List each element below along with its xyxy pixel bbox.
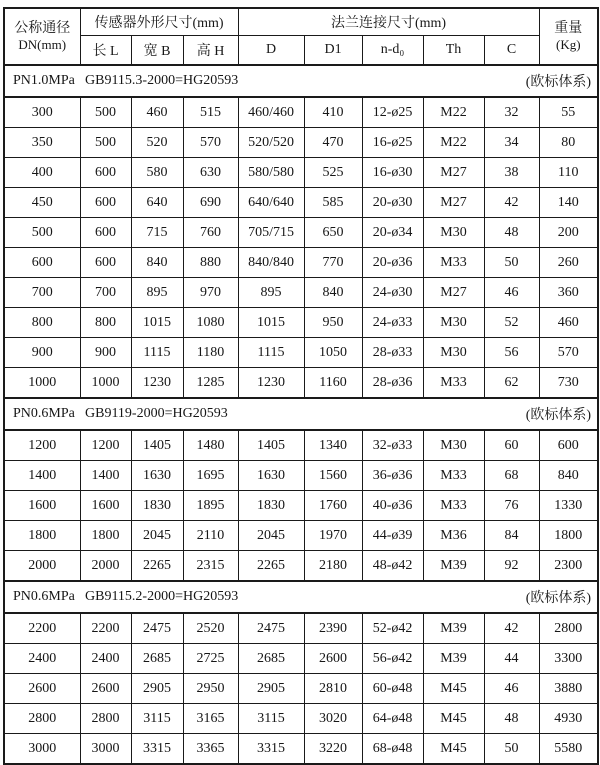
table-cell: 600	[80, 218, 131, 248]
table-cell: 140	[539, 188, 598, 218]
table-cell: 44	[484, 644, 539, 674]
table-cell: 2475	[131, 613, 183, 644]
table-cell: 600	[80, 158, 131, 188]
table-cell: 700	[4, 278, 80, 308]
table-cell: 1695	[183, 461, 238, 491]
table-cell: 1830	[131, 491, 183, 521]
table-cell: 1630	[238, 461, 304, 491]
table-cell: 470	[304, 128, 362, 158]
table-cell: 1180	[183, 338, 238, 368]
table-cell: 1560	[304, 461, 362, 491]
table-row	[4, 128, 598, 158]
table-cell: 36-ø36	[362, 461, 423, 491]
table-cell: 690	[183, 188, 238, 218]
table-cell: 1050	[304, 338, 362, 368]
table-cell: 56	[484, 338, 539, 368]
table-cell: 110	[539, 158, 598, 188]
table-cell: 4930	[539, 704, 598, 734]
table-cell: 1285	[183, 368, 238, 399]
table-cell: 640	[131, 188, 183, 218]
table-cell: 400	[4, 158, 80, 188]
table-cell: 84	[484, 521, 539, 551]
table-cell: 450	[4, 188, 80, 218]
flange-standard-label: GB9115.2-2000=HG20593	[85, 589, 239, 604]
header-row-subcolumns	[4, 36, 598, 66]
col-header-length: 长 L	[80, 36, 131, 66]
col-header-height: 高 H	[183, 36, 238, 66]
table-cell: 68	[484, 461, 539, 491]
table-cell: 705/715	[238, 218, 304, 248]
table-cell: 895	[238, 278, 304, 308]
table-cell: 2685	[238, 644, 304, 674]
table-cell: 52-ø42	[362, 613, 423, 644]
table-cell: 840	[131, 248, 183, 278]
table-cell: 700	[80, 278, 131, 308]
table-cell: 1800	[539, 521, 598, 551]
col-header-weight	[539, 8, 598, 65]
table-row	[4, 218, 598, 248]
table-cell: 3300	[539, 644, 598, 674]
table-cell: 2800	[80, 704, 131, 734]
table-cell: 56-ø42	[362, 644, 423, 674]
table-cell: 76	[484, 491, 539, 521]
table-cell: M39	[423, 613, 484, 644]
table-cell: 2110	[183, 521, 238, 551]
table-cell: 715	[131, 218, 183, 248]
table-cell: 570	[183, 128, 238, 158]
section-row	[4, 65, 598, 97]
table-cell: 12-ø25	[362, 97, 423, 128]
table-cell: 840/840	[238, 248, 304, 278]
table-cell: 3315	[238, 734, 304, 765]
table-cell: 3000	[80, 734, 131, 765]
table-cell: 2180	[304, 551, 362, 582]
table-cell: 1970	[304, 521, 362, 551]
table-row	[4, 613, 598, 644]
col-header-dn	[4, 8, 80, 65]
table-cell: M33	[423, 461, 484, 491]
table-cell: 1405	[131, 430, 183, 461]
table-row	[4, 338, 598, 368]
table-cell: 2265	[131, 551, 183, 582]
table-cell: 1160	[304, 368, 362, 399]
header-row-groups	[4, 8, 598, 36]
table-cell: 500	[80, 128, 131, 158]
section-row	[4, 398, 598, 430]
table-cell: 16-ø25	[362, 128, 423, 158]
table-cell: 2200	[80, 613, 131, 644]
table-cell: 760	[183, 218, 238, 248]
table-cell: 1480	[183, 430, 238, 461]
table-cell: 1630	[131, 461, 183, 491]
col-header-weight-unit: (Kg)	[556, 37, 581, 53]
table-cell: 1200	[80, 430, 131, 461]
table-cell: 600	[4, 248, 80, 278]
table-cell: 1830	[238, 491, 304, 521]
table-cell: 20-ø30	[362, 188, 423, 218]
table-cell: 3115	[238, 704, 304, 734]
table-cell: 580/580	[238, 158, 304, 188]
col-group-sensor-dimensions: 传感器外形尺寸(mm)	[80, 8, 238, 36]
table-cell: 2400	[80, 644, 131, 674]
table-cell: 1330	[539, 491, 598, 521]
table-cell: 1200	[4, 430, 80, 461]
table-cell: 950	[304, 308, 362, 338]
table-cell: 350	[4, 128, 80, 158]
table-row	[4, 97, 598, 128]
table-cell: M30	[423, 430, 484, 461]
region-note: (欧标体系)	[525, 408, 592, 423]
table-cell: 1115	[238, 338, 304, 368]
table-cell: 1400	[4, 461, 80, 491]
table-cell: M22	[423, 97, 484, 128]
table-cell: 3365	[183, 734, 238, 765]
table-cell: 900	[4, 338, 80, 368]
table-cell: M27	[423, 158, 484, 188]
table-cell: 200	[539, 218, 598, 248]
table-cell: 2600	[4, 674, 80, 704]
table-row	[4, 704, 598, 734]
table-cell: 3165	[183, 704, 238, 734]
table-cell: 900	[80, 338, 131, 368]
table-cell: 1230	[131, 368, 183, 399]
table-cell: 580	[131, 158, 183, 188]
table-cell: 600	[80, 188, 131, 218]
table-cell: 2905	[238, 674, 304, 704]
table-cell: 600	[80, 248, 131, 278]
table-cell: 1600	[80, 491, 131, 521]
table-cell: 3220	[304, 734, 362, 765]
table-cell: 46	[484, 674, 539, 704]
table-cell: 1895	[183, 491, 238, 521]
table-cell: 2390	[304, 613, 362, 644]
table-row	[4, 551, 598, 582]
table-cell: 32	[484, 97, 539, 128]
table-row	[4, 491, 598, 521]
table-cell: M39	[423, 644, 484, 674]
pressure-rating-label: PN1.0MPa	[13, 73, 75, 88]
table-cell: M45	[423, 734, 484, 765]
table-cell: M27	[423, 188, 484, 218]
table-cell: 3000	[4, 734, 80, 765]
table-cell: 20-ø36	[362, 248, 423, 278]
flange-standard-label: GB9115.3-2000=HG20593	[85, 73, 239, 88]
section-cell	[4, 581, 598, 613]
table-cell: 1800	[80, 521, 131, 551]
table-cell: 16-ø30	[362, 158, 423, 188]
table-cell: 730	[539, 368, 598, 399]
table-cell: 2600	[80, 674, 131, 704]
table-cell: 970	[183, 278, 238, 308]
table-cell: 2000	[80, 551, 131, 582]
table-cell: 630	[183, 158, 238, 188]
table-cell: 2905	[131, 674, 183, 704]
table-row	[4, 674, 598, 704]
table-cell: 500	[4, 218, 80, 248]
table-cell: 5580	[539, 734, 598, 765]
table-cell: 28-ø36	[362, 368, 423, 399]
table-cell: 80	[539, 128, 598, 158]
table-cell: 880	[183, 248, 238, 278]
table-cell: 3020	[304, 704, 362, 734]
table-cell: 44-ø39	[362, 521, 423, 551]
table-cell: 1340	[304, 430, 362, 461]
table-row	[4, 521, 598, 551]
table-cell: 585	[304, 188, 362, 218]
table-cell: 1230	[238, 368, 304, 399]
table-cell: 500	[80, 97, 131, 128]
table-cell: 42	[484, 188, 539, 218]
table-cell: M45	[423, 674, 484, 704]
table-cell: 92	[484, 551, 539, 582]
table-cell: 300	[4, 97, 80, 128]
section-row	[4, 581, 598, 613]
table-cell: 525	[304, 158, 362, 188]
table-cell: 42	[484, 613, 539, 644]
table-cell: 460	[131, 97, 183, 128]
table-cell: 520/520	[238, 128, 304, 158]
table-cell: 2300	[539, 551, 598, 582]
col-header-th: Th	[423, 36, 484, 66]
table-cell: 48-ø42	[362, 551, 423, 582]
table-row	[4, 430, 598, 461]
table-cell: 1080	[183, 308, 238, 338]
table-cell: 68-ø48	[362, 734, 423, 765]
table-cell: 40-ø36	[362, 491, 423, 521]
pressure-rating-label: PN0.6MPa	[13, 589, 75, 604]
table-cell: 2475	[238, 613, 304, 644]
table-row	[4, 158, 598, 188]
table-cell: 460/460	[238, 97, 304, 128]
table-cell: 1800	[4, 521, 80, 551]
table-cell: 50	[484, 734, 539, 765]
table-cell: 2000	[4, 551, 80, 582]
table-cell: 2265	[238, 551, 304, 582]
section-cell	[4, 65, 598, 97]
table-cell: 34	[484, 128, 539, 158]
table-cell: 895	[131, 278, 183, 308]
table-cell: M30	[423, 308, 484, 338]
table-cell: M39	[423, 551, 484, 582]
pressure-rating-label: PN0.6MPa	[13, 406, 75, 421]
table-cell: 2315	[183, 551, 238, 582]
table-cell: 28-ø33	[362, 338, 423, 368]
table-cell: 800	[80, 308, 131, 338]
spec-table	[3, 7, 599, 765]
table-cell: 840	[539, 461, 598, 491]
region-note: (欧标体系)	[525, 75, 592, 90]
table-cell: 1600	[4, 491, 80, 521]
table-row	[4, 188, 598, 218]
table-cell: 2045	[131, 521, 183, 551]
table-cell: 520	[131, 128, 183, 158]
table-cell: 650	[304, 218, 362, 248]
flange-standard-label: GB9119-2000=HG20593	[85, 406, 228, 421]
table-cell: 3115	[131, 704, 183, 734]
table-cell: 3315	[131, 734, 183, 765]
table-cell: 2800	[539, 613, 598, 644]
table-cell: 1015	[238, 308, 304, 338]
table-cell: 1400	[80, 461, 131, 491]
table-cell: 2520	[183, 613, 238, 644]
table-cell: M45	[423, 704, 484, 734]
table-cell: M33	[423, 491, 484, 521]
table-cell: 2200	[4, 613, 80, 644]
col-header-dn-title: 公称通径	[14, 20, 71, 36]
table-row	[4, 248, 598, 278]
table-cell: 800	[4, 308, 80, 338]
table-cell: M30	[423, 218, 484, 248]
table-cell: 2800	[4, 704, 80, 734]
table-cell: 360	[539, 278, 598, 308]
table-row	[4, 734, 598, 765]
col-header-weight-title: 重量	[554, 20, 583, 36]
table-cell: 38	[484, 158, 539, 188]
col-header-c: C	[484, 36, 539, 66]
table-cell: 515	[183, 97, 238, 128]
table-row	[4, 644, 598, 674]
table-cell: 48	[484, 218, 539, 248]
table-cell: 55	[539, 97, 598, 128]
table-cell: 3880	[539, 674, 598, 704]
table-cell: 50	[484, 248, 539, 278]
table-cell: M22	[423, 128, 484, 158]
table-row	[4, 368, 598, 399]
table-cell: 1115	[131, 338, 183, 368]
table-row	[4, 461, 598, 491]
table-row	[4, 278, 598, 308]
col-header-d1: D1	[304, 36, 362, 66]
table-cell: 52	[484, 308, 539, 338]
table-cell: 1760	[304, 491, 362, 521]
col-header-width: 宽 B	[131, 36, 183, 66]
table-cell: 2725	[183, 644, 238, 674]
col-header-dn-unit: DN(mm)	[18, 37, 67, 53]
table-cell: 1000	[4, 368, 80, 399]
table-cell: 2685	[131, 644, 183, 674]
table-cell: 32-ø33	[362, 430, 423, 461]
table-cell: 46	[484, 278, 539, 308]
table-cell: 460	[539, 308, 598, 338]
col-header-d: D	[238, 36, 304, 66]
table-cell: 64-ø48	[362, 704, 423, 734]
table-cell: 60-ø48	[362, 674, 423, 704]
table-cell: 60	[484, 430, 539, 461]
table-cell: 570	[539, 338, 598, 368]
table-cell: 48	[484, 704, 539, 734]
table-cell: 1015	[131, 308, 183, 338]
spec-table-body	[4, 65, 598, 764]
table-cell: 2400	[4, 644, 80, 674]
table-cell: 2950	[183, 674, 238, 704]
table-cell: M30	[423, 338, 484, 368]
table-cell: M33	[423, 368, 484, 399]
table-cell: M36	[423, 521, 484, 551]
table-cell: 1000	[80, 368, 131, 399]
table-cell: 2810	[304, 674, 362, 704]
table-cell: 1405	[238, 430, 304, 461]
region-note: (欧标体系)	[525, 591, 592, 606]
col-header-nd0: n-d₀	[362, 36, 423, 66]
table-cell: 24-ø30	[362, 278, 423, 308]
table-cell: 770	[304, 248, 362, 278]
table-cell: M33	[423, 248, 484, 278]
table-cell: 260	[539, 248, 598, 278]
table-cell: 62	[484, 368, 539, 399]
col-group-flange-dimensions: 法兰连接尺寸(mm)	[238, 8, 539, 36]
table-cell: 600	[539, 430, 598, 461]
table-cell: M27	[423, 278, 484, 308]
table-cell: 20-ø34	[362, 218, 423, 248]
table-cell: 2045	[238, 521, 304, 551]
table-cell: 410	[304, 97, 362, 128]
table-cell: 2600	[304, 644, 362, 674]
table-cell: 840	[304, 278, 362, 308]
table-cell: 640/640	[238, 188, 304, 218]
table-cell: 24-ø33	[362, 308, 423, 338]
section-cell	[4, 398, 598, 430]
table-row	[4, 308, 598, 338]
